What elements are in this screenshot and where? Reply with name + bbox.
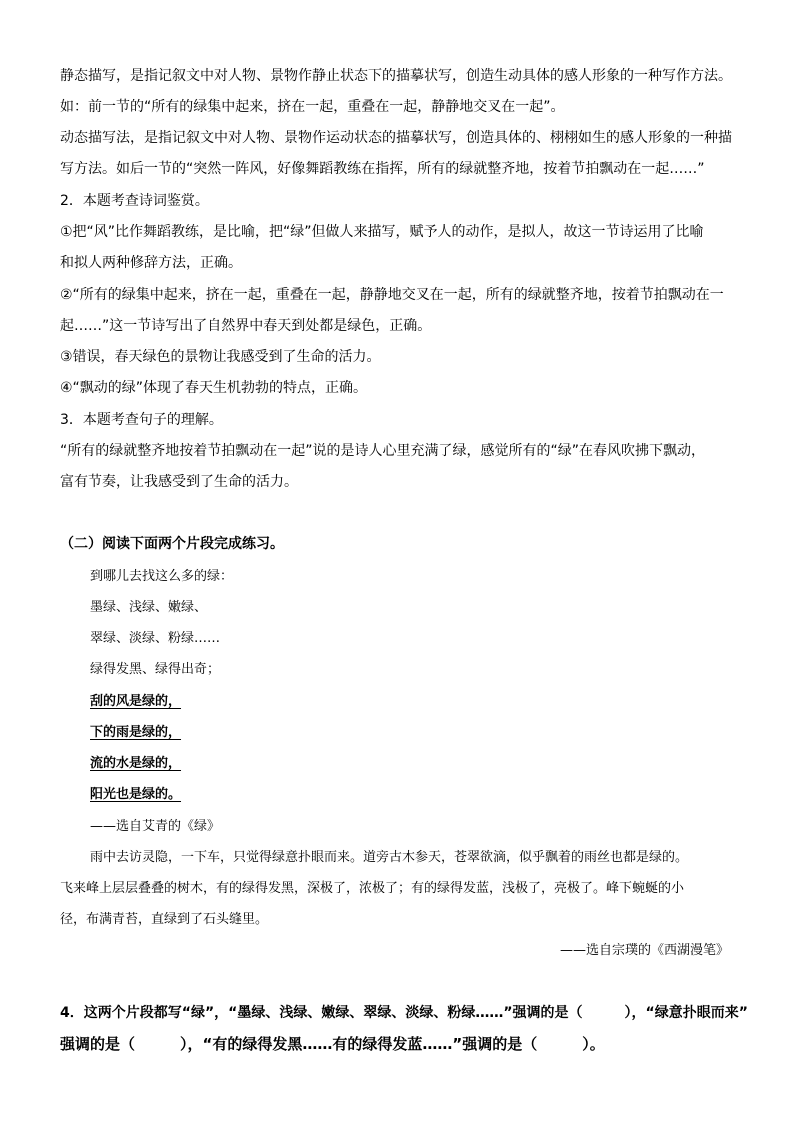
answer-line: 起……”这一节诗写出了自然界中春天到处都是绿色，正确。 — [60, 318, 432, 334]
question-line: 强调的是（ ），“有的绿得发黑……有的绿得发蓝……”强调的是（ ）。 — [60, 1035, 605, 1053]
prose-line: 飞来峰上层层叠叠的树木，有的绿得发黑，深极了，浓极了；有的绿得发蓝，浅极了，亮极了。峰下蜿蜒的小 — [60, 881, 685, 896]
answer-line: 写方法。如后一节的“突然一阵风，好像舞蹈教练在指挥，所有的绿就整齐地，按着节拍飘动在一起……” — [60, 161, 705, 177]
answer-line: ④“飘动的绿”体现了春天生机勃勃的特点，正确。 — [60, 380, 368, 396]
poem-underlined-line: 刮的风是绿的， — [90, 694, 182, 709]
answer-line: 动态描写法，是指记叙文中对人物、景物作运动状态的描摹状写，创造具体的、栩栩如生的感人形象的一种描 — [60, 130, 732, 146]
poem-line: 绿得发黑、绿得出奇； — [90, 662, 221, 677]
poem-source: ——选自艾青的《绿》 — [90, 819, 221, 834]
poem-line: 到哪儿去找这么多的绿： — [90, 569, 234, 584]
prose-line: 径，布满青苔，直绿到了石头缝里。 — [60, 912, 269, 927]
poem-line: 墨绿、浅绿、嫩绿、 — [90, 600, 208, 615]
prose-line: 雨中去访灵隐，一下车，只觉得绿意扑眼而来。道旁古木参天，苍翠欲滴，似乎飘着的雨丝也都是绿的。 — [90, 850, 689, 865]
poem-underlined-line: 下的雨是绿的， — [90, 725, 182, 740]
question-line: 4．这两个片段都写“绿”，“墨绿、浅绿、嫩绿、翠绿、淡绿、粉绿……”强调的是（ ），“绿意扑眼而来” — [60, 1005, 748, 1021]
section-title: （二）阅读下面两个片段完成练习。 — [60, 536, 284, 552]
poem-line: 翠绿、淡绿、粉绿…… — [90, 631, 221, 646]
answer-heading: 2．本题考查诗词鉴赏。 — [60, 193, 209, 209]
answer-line: 静态描写，是指记叙文中对人物、景物作静止状态下的描摹状写，创造生动具体的感人形象的一种写作方法。 — [60, 68, 732, 84]
answer-line: 富有节奏，让我感受到了生命的活力。 — [60, 474, 298, 490]
poem-underlined-line: 流的水是绿的， — [90, 756, 182, 771]
answer-line: “所有的绿就整齐地按着节拍飘动在一起”说的是诗人心里充满了绿，感觉所有的“绿”在春风吹拂下飘动， — [60, 443, 706, 459]
poem-underlined-line: 阳光也是绿的。 — [90, 787, 182, 802]
answer-line: 和拟人两种修辞方法，正确。 — [60, 255, 242, 271]
answer-line: 如：前一节的“所有的绿集中起来，挤在一起，重叠在一起，静静地交叉在一起”。 — [60, 99, 565, 115]
prose-source: ——选自宗璞的《西湖漫笔》 — [560, 943, 730, 958]
answer-line: ①把“风”比作舞蹈教练，是比喻，把“绿”但做人来描写，赋予人的动作，是拟人，故这一节诗运用了比喻 — [60, 224, 704, 240]
answer-line: ③错误，春天绿色的景物让我感受到了生命的活力。 — [60, 349, 381, 365]
answer-heading: 3．本题考查句子的理解。 — [60, 412, 223, 428]
answer-line: ②“所有的绿集中起来，挤在一起，重叠在一起，静静地交叉在一起，所有的绿就整齐地，按着节拍飘动在一 — [60, 287, 724, 303]
